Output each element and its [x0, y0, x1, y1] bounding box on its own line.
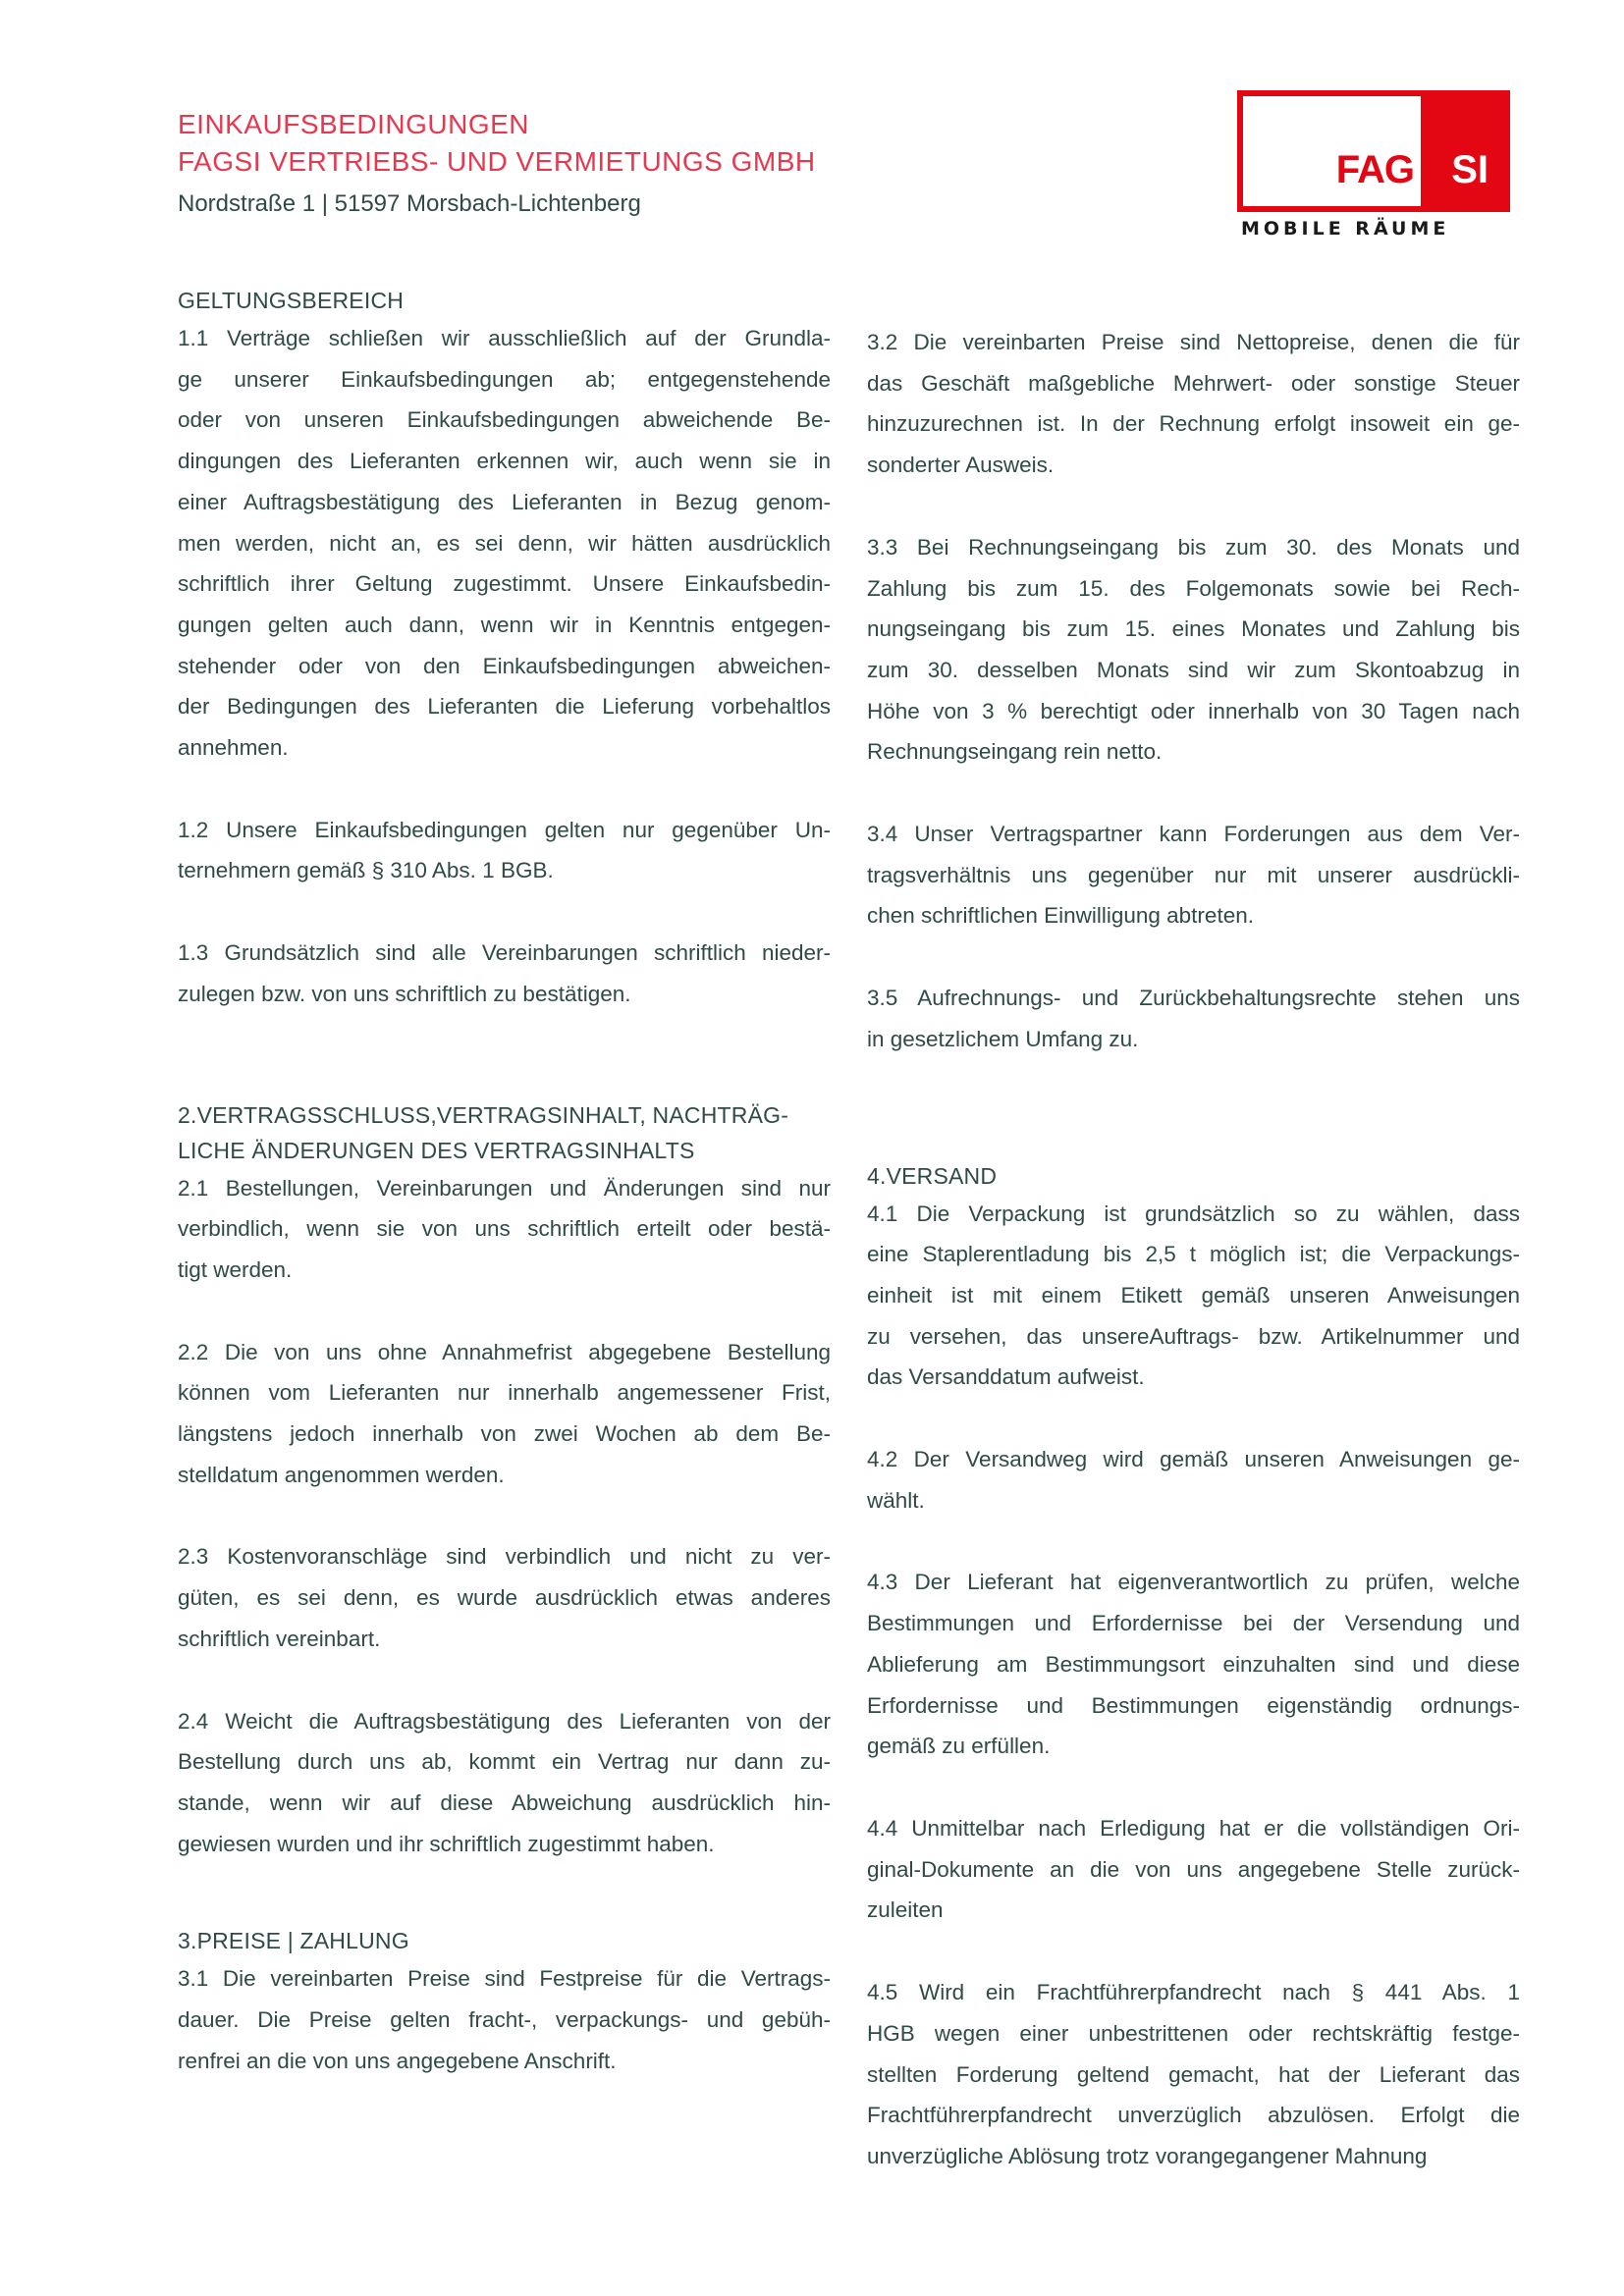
- text-line: in gesetzlichem Umfang zu.: [867, 1026, 1139, 1051]
- paragraph-1-3: [178, 933, 831, 1014]
- text-line: unverzügliche Ablösung trotz vorangegangener Mahnung: [867, 2143, 1428, 2168]
- text-line: gemäß zu erfüllen.: [867, 1734, 1051, 1759]
- text-line: stehender oder von den Einkaufsbedingungen abweichen-: [178, 653, 831, 678]
- text-line: 4.5 Wird ein Frachtführerpfandrecht nach § 441 Abs. 1: [867, 1980, 1520, 2005]
- document-title: EINKAUFSBEDINGUNGEN: [178, 109, 529, 139]
- text-line: oder von unseren Einkaufsbedingungen abweichende Be-: [178, 407, 831, 433]
- paragraph-3-2: [867, 322, 1520, 486]
- logo-text-fag: FAG: [1335, 148, 1414, 191]
- right-column: [867, 322, 1520, 2177]
- text-line: verbindlich, wenn sie von uns schriftlich erteilt oder bestä-: [178, 1216, 831, 1242]
- text-line: stande, wenn wir auf diese Abweichung ausdrücklich hin-: [178, 1789, 831, 1815]
- text-line: HGB wegen einer unbestrittenen oder rechtskräftig festge-: [867, 2020, 1520, 2046]
- text-line: einer Auftragsbestätigung des Lieferanten in Bezug genom-: [178, 489, 831, 514]
- text-line: annehmen.: [178, 735, 289, 761]
- text-line: 2.1 Bestellungen, Vereinbarungen und Änderungen sind nur: [178, 1175, 831, 1201]
- text-line: das Geschäft maßgebliche Mehrwert- oder sonstige Steuer: [867, 370, 1520, 396]
- text-line: 3.1 Die vereinbarten Preise sind Festpreise für die Vertrags-: [178, 1966, 831, 1992]
- paragraph-4-1: [867, 1194, 1520, 1399]
- text-line: ginal-Dokumente an die von uns angegebene Stelle zurück-: [867, 1856, 1520, 1882]
- text-line: 4.2 Der Versandweg wird gemäß unseren Anweisungen ge-: [867, 1447, 1520, 1472]
- text-line: Erfordernisse und Bestimmungen eigenständig ordnungs-: [867, 1692, 1520, 1718]
- text-line: gungen gelten auch dann, wenn wir in Kenntnis entgegen-: [178, 612, 831, 637]
- text-line: sonderter Ausweis.: [867, 453, 1055, 478]
- text-line: 2.2 Die von uns ohne Annahmefrist abgegebene Bestellung: [178, 1339, 831, 1364]
- text-line: renfrei an die von uns angegebene Anschrift.: [178, 2048, 617, 2073]
- text-line: stellten Forderung geltend gemacht, hat der Lieferant das: [867, 2061, 1520, 2087]
- logo-text-si: SI: [1451, 148, 1489, 191]
- text-line: 4.4 Unmittelbar nach Erledigung hat er die vollständigen Ori-: [867, 1815, 1520, 1841]
- paragraph-3-3: [867, 527, 1520, 773]
- paragraph-1-2: [178, 810, 831, 891]
- company-name: FAGSI VERTRIEBS- UND VERMIETUNGS GMBH: [178, 146, 816, 177]
- text-line: Ablieferung am Bestimmungsort einzuhalten sind und diese: [867, 1651, 1520, 1677]
- text-line: das Versanddatum aufweist.: [867, 1364, 1145, 1390]
- text-line: 4.3 Der Lieferant hat eigenverantwortlich zu prüfen, welche: [867, 1570, 1520, 1595]
- paragraph-3-1: [178, 1958, 831, 2081]
- text-line: zulegen bzw. von uns schriftlich zu bestätigen.: [178, 981, 631, 1006]
- text-line: 1.2 Unsere Einkaufsbedingungen gelten nur gegenüber Un-: [178, 817, 831, 842]
- text-line: 1.1 Verträge schließen wir ausschließlich auf der Grundla-: [178, 326, 831, 350]
- paragraph-3-5: [867, 978, 1520, 1059]
- text-line: zum 30. desselben Monats sind wir zum Skontoabzug in: [867, 657, 1520, 682]
- text-line: Rechnungseingang rein netto.: [867, 739, 1163, 765]
- text-line: Frachtführerpfandrecht unverzüglich abzulösen. Erfolgt die: [867, 2103, 1520, 2128]
- section-heading-vertragsschluss-line-2: LICHE ÄNDERUNGEN DES VERTRAGSINHALTS: [178, 1137, 695, 1163]
- paragraph-4-4: [867, 1808, 1520, 1931]
- left-column: [178, 283, 831, 2082]
- text-line: stelldatum angenommen werden.: [178, 1462, 505, 1487]
- company-address: Nordstraße 1 | 51597 Morsbach-Lichtenberg: [178, 190, 641, 217]
- paragraph-2-1: [178, 1168, 831, 1291]
- text-line: dingungen des Lieferanten erkennen wir, auch wenn sie in: [178, 449, 831, 474]
- section-heading-geltungsbereich: GELTUNGSBEREICH: [178, 288, 405, 313]
- paragraph-3-4: [867, 814, 1520, 936]
- text-line: zu versehen, das unsereAuftrags- bzw. Artikelnummer und: [867, 1323, 1520, 1349]
- text-line: ternehmern gemäß § 310 Abs. 1 BGB.: [178, 858, 554, 883]
- text-line: schriftlich ihrer Geltung zugestimmt. Unsere Einkaufsbedin-: [178, 571, 831, 597]
- paragraph-4-5: [867, 1972, 1520, 2177]
- paragraph-1-1: [178, 318, 831, 769]
- text-line: zuleiten: [867, 1897, 944, 1923]
- text-line: schriftlich vereinbart.: [178, 1626, 381, 1651]
- logo-tagline: MOBILE RÄUME: [1241, 218, 1450, 240]
- text-line: tigt werden.: [178, 1256, 293, 1282]
- section-heading-versand: 4.VERSAND: [867, 1162, 998, 1189]
- text-line: 3.2 Die vereinbarten Preise sind Nettopreise, denen die für: [867, 330, 1520, 354]
- text-line: 2.4 Weicht die Auftragsbestätigung des Lieferanten von der: [178, 1708, 831, 1734]
- text-line: können vom Lieferanten nur innerhalb angemessener Frist,: [178, 1380, 831, 1406]
- text-line: chen schriftlichen Einwilligung abtreten.: [867, 903, 1254, 929]
- text-line: einheit ist mit einem Etikett gemäß unseren Anweisungen: [867, 1282, 1520, 1308]
- text-line: tragsverhältnis uns gegenüber nur mit unserer ausdrückli-: [867, 862, 1520, 887]
- section-heading-preise-zahlung: 3.PREISE | ZAHLUNG: [178, 1928, 409, 1954]
- paragraph-4-2: [867, 1439, 1520, 1521]
- text-line: 3.3 Bei Rechnungseingang bis zum 30. des Monats und: [867, 534, 1520, 560]
- text-line: Zahlung bis zum 15. des Folgemonats sowie bei Rech-: [867, 575, 1520, 601]
- text-line: 3.5 Aufrechnungs- und Zurückbehaltungsrechte stehen uns: [867, 986, 1520, 1011]
- text-line: längstens jedoch innerhalb von zwei Wochen ab dem Be-: [178, 1421, 831, 1447]
- text-line: eine Staplerentladung bis 2,5 t möglich ist; die Verpackungs-: [867, 1242, 1520, 1267]
- text-line: 3.4 Unser Vertragspartner kann Forderungen aus dem Ver-: [867, 822, 1520, 847]
- text-line: gewiesen wurden und ihr schriftlich zugestimmt haben.: [178, 1831, 715, 1856]
- text-line: 2.3 Kostenvoranschläge sind verbindlich und nicht zu ver-: [178, 1544, 831, 1570]
- text-line: Bestimmungen und Erfordernisse bei der Versendung und: [867, 1611, 1520, 1636]
- text-line: 4.1 Die Verpackung ist grundsätzlich so zu wählen, dass: [867, 1201, 1520, 1226]
- text-line: güten, es sei denn, es wurde ausdrücklich etwas anderes: [178, 1585, 831, 1611]
- text-line: dauer. Die Preise gelten fracht-, verpackungs- und gebüh-: [178, 2007, 831, 2033]
- text-line: Bestellung durch uns ab, kommt ein Vertrag nur dann zu-: [178, 1749, 831, 1775]
- paragraph-2-3: [178, 1536, 831, 1659]
- paragraph-2-4: [178, 1701, 831, 1865]
- document-header: [178, 106, 816, 224]
- fagsi-logo: [1237, 90, 1510, 240]
- paragraph-2-2: [178, 1332, 831, 1496]
- text-line: men werden, nicht an, es sei denn, wir hätten ausdrücklich: [178, 530, 831, 556]
- logo-mark: [1237, 90, 1510, 212]
- text-line: Höhe von 3 % berechtigt oder innerhalb von 30 Tagen nach: [867, 698, 1520, 723]
- section-heading-vertragsschluss: [178, 1097, 831, 1168]
- text-line: ge unserer Einkaufsbedingungen ab; entgegenstehende: [178, 366, 831, 392]
- text-line: 1.3 Grundsätzlich sind alle Vereinbarungen schriftlich nieder-: [178, 940, 831, 966]
- text-line: nungseingang bis zum 15. eines Monates und Zahlung bis: [867, 616, 1520, 642]
- paragraph-4-3: [867, 1562, 1520, 1767]
- section-heading-vertragsschluss-line-1: 2.VERTRAGSSCHLUSS,VERTRAGSINHALT, NACHTRÄG-: [178, 1101, 789, 1128]
- text-line: hinzuzurechnen ist. In der Rechnung erfolgt insoweit ein ge-: [867, 411, 1520, 437]
- text-line: wählt.: [867, 1487, 925, 1513]
- text-line: der Bedingungen des Lieferanten die Lieferung vorbehaltlos: [178, 694, 831, 720]
